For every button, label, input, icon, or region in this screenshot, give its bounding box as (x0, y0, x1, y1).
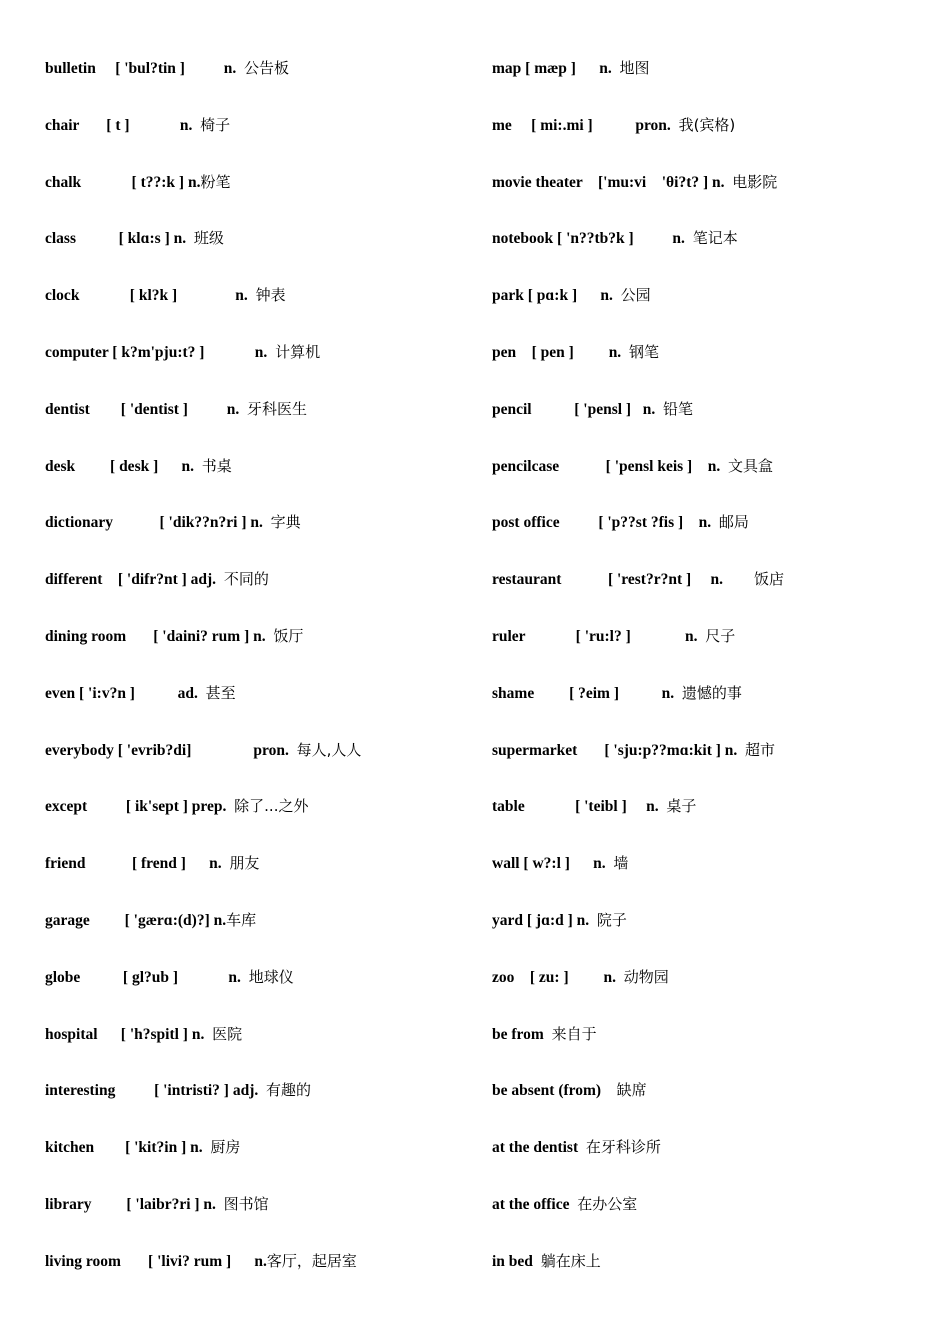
entry-chinese: 在牙科诊所 (585, 1138, 661, 1157)
vocab-entry (492, 284, 932, 341)
entry-chinese: 图书馆 (223, 1194, 269, 1213)
vocab-entry (492, 568, 932, 625)
entry-chinese: 除了...之外 (234, 797, 309, 816)
entry-chinese: 班级 (193, 229, 224, 248)
entry-english: even [ 'i:v?n ] ad. (45, 684, 206, 702)
entry-chinese: 不同的 (223, 570, 269, 589)
entry-english: me [ mi:.mi ] pron. (492, 116, 679, 134)
entry-chinese: 院子 (596, 910, 627, 929)
entry-english: clock [ kl?k ] n. (45, 287, 256, 305)
vocab-entry (45, 1136, 465, 1193)
entry-english: wall [ w?:l ] n. (492, 855, 614, 873)
entry-chinese: 地球仪 (248, 967, 294, 986)
entry-english: map [ mæp ] n. (492, 60, 620, 77)
entry-chinese: 字典 (270, 513, 301, 532)
entry-english: everybody [ 'evrib?di] pron. (45, 741, 297, 759)
vocab-entry (492, 739, 932, 796)
entry-english: yard [ jɑ:d ] n. (492, 911, 597, 929)
entry-english: desk [ desk ] n. (45, 457, 202, 475)
vocab-entry (492, 171, 932, 228)
vocab-entry (45, 568, 465, 625)
vocab-entry (45, 909, 465, 966)
vocab-entry (45, 511, 465, 568)
vocab-entry (45, 114, 465, 171)
entry-english: zoo [ zu: ] n. (492, 968, 624, 986)
vocab-entry (492, 1023, 932, 1080)
vocab-entry (45, 682, 465, 739)
entry-chinese: 书桌 (201, 456, 232, 475)
entry-english: dentist [ 'dentist ] n. (45, 400, 247, 418)
vocab-entry (492, 511, 932, 568)
entry-chinese: 电影院 (732, 172, 778, 191)
entry-english: friend [ frend ] n. (45, 855, 230, 873)
entry-english: globe [ gl?ub ] n. (45, 968, 249, 986)
entry-chinese: 医院 (212, 1024, 243, 1043)
entry-chinese: 来自于 (551, 1024, 597, 1043)
entry-english: kitchen [ 'kit?in ] n. (45, 1139, 211, 1157)
entry-chinese: 有趣的 (266, 1081, 312, 1100)
vocab-entry (45, 171, 465, 228)
entry-english: chair [ t ] n. (45, 116, 201, 134)
entry-english: movie theater ['mu:vi 'θi?t? ] n. (492, 173, 733, 191)
vocab-entry (45, 1250, 465, 1307)
entry-chinese: 桌子 (666, 797, 697, 816)
vocab-entry (492, 455, 932, 512)
vocab-entry (492, 909, 932, 966)
entry-chinese: 椅子 (200, 115, 231, 134)
vocab-entry (492, 795, 932, 852)
entry-english: library [ 'laibr?ri ] n. (45, 1195, 224, 1213)
entry-chinese: 计算机 (275, 342, 321, 361)
entry-english: living room [ 'livi? rum ] n. (45, 1252, 267, 1270)
entry-english: garage [ 'gærɑ:(d)?] n. (45, 911, 227, 929)
entry-english: at the office (492, 1195, 578, 1213)
entry-chinese: 文具盒 (727, 456, 773, 475)
entry-chinese: 邮局 (718, 513, 749, 532)
entry-chinese: 地图 (619, 59, 650, 77)
vocab-entry (45, 341, 465, 398)
entry-english: pencilcase [ 'pensl keis ] n. (492, 457, 728, 475)
left-vocabulary-column (45, 57, 465, 1307)
entry-english: supermarket [ 'sju:p??mɑ:kit ] n. (492, 741, 746, 759)
entry-english: pen [ pen ] n. (492, 343, 629, 361)
entry-chinese: 遗憾的事 (681, 683, 742, 702)
vocab-entry (45, 625, 465, 682)
vocab-entry (492, 1079, 932, 1136)
vocab-entry (45, 57, 465, 114)
vocab-entry (492, 398, 932, 455)
vocab-entry (492, 1136, 932, 1193)
entry-chinese: 每人,人人 (296, 740, 362, 759)
vocab-entry (45, 1023, 465, 1080)
entry-chinese: 钟表 (255, 286, 286, 305)
entry-english: be from (492, 1025, 552, 1043)
entry-english: dictionary [ 'dik??n?ri ] n. (45, 514, 271, 532)
vocab-entry (45, 966, 465, 1023)
entry-english: be absent (from) (492, 1082, 617, 1100)
entry-english: notebook [ 'n??tb?k ] n. (492, 230, 693, 248)
entry-english: shame [ ?eim ] n. (492, 684, 682, 702)
entry-chinese: 尺子 (705, 626, 736, 645)
vocab-entry (492, 114, 932, 171)
entry-chinese: 朋友 (229, 854, 260, 873)
entry-chinese: 超市 (745, 740, 776, 759)
vocab-entry (492, 966, 932, 1023)
entry-english: pencil [ 'pensl ] n. (492, 400, 663, 418)
vocab-entry (492, 625, 932, 682)
entry-chinese: 公告板 (243, 59, 289, 77)
entry-chinese: 饭店 (754, 570, 785, 589)
entry-chinese: 我(宾格) (678, 115, 736, 134)
vocab-entry (492, 1250, 932, 1307)
entry-english: except [ ik'sept ] prep. (45, 798, 235, 816)
vocab-entry (492, 852, 932, 909)
entry-english: dining room [ 'daini? rum ] n. (45, 627, 274, 645)
vocab-entry (45, 455, 465, 512)
entry-chinese: 笔记本 (692, 229, 738, 248)
entry-chinese: 钢笔 (628, 342, 659, 361)
right-vocabulary-column (492, 57, 932, 1307)
entry-chinese: 牙科医生 (246, 399, 307, 418)
vocab-entry (492, 682, 932, 739)
entry-english: park [ pɑ:k ] n. (492, 287, 621, 305)
entry-english: class [ klɑ:s ] n. (45, 230, 194, 248)
entry-chinese: 躺在床上 (540, 1251, 601, 1270)
entry-english: at the dentist (492, 1139, 586, 1157)
entry-english: bulletin [ 'bul?tin ] n. (45, 60, 244, 77)
vocab-entry (492, 1193, 932, 1250)
vocab-entry (45, 1079, 465, 1136)
entry-english: different [ 'difr?nt ] adj. (45, 571, 224, 589)
entry-english: hospital [ 'h?spitl ] n. (45, 1025, 213, 1043)
vocab-entry (45, 398, 465, 455)
vocab-entry (45, 1193, 465, 1250)
entry-english: table [ 'teibl ] n. (492, 798, 667, 816)
entry-english: ruler [ 'ru:l? ] n. (492, 627, 706, 645)
vocab-entry (45, 852, 465, 909)
vocab-entry (45, 284, 465, 341)
entry-english: in bed (492, 1252, 541, 1270)
entry-chinese: 车库 (226, 910, 257, 929)
entry-chinese: 公园 (620, 286, 651, 305)
entry-chinese: 铅笔 (662, 399, 693, 418)
entry-chinese: 甚至 (205, 683, 236, 702)
vocab-entry (45, 739, 465, 796)
entry-english: chalk [ t??:k ] n. (45, 173, 201, 191)
entry-chinese: 动物园 (623, 967, 669, 986)
vocab-entry (45, 227, 465, 284)
entry-chinese: 墙 (613, 854, 629, 873)
entry-chinese: 厨房 (210, 1138, 241, 1157)
entry-chinese: 在办公室 (577, 1194, 638, 1213)
entry-chinese: 饭厅 (273, 626, 304, 645)
entry-english: interesting [ 'intristi? ] adj. (45, 1082, 267, 1100)
entry-chinese: 客厅，起居室 (266, 1251, 357, 1270)
entry-english: restaurant [ 'rest?r?nt ] n. (492, 571, 755, 589)
vocab-entry (492, 57, 932, 114)
entry-english: post office [ 'p??st ?fis ] n. (492, 514, 719, 532)
entry-chinese: 缺席 (616, 1081, 647, 1100)
entry-chinese: 粉笔 (200, 172, 231, 191)
vocab-entry (45, 795, 465, 852)
vocab-entry (492, 227, 932, 284)
vocab-entry (492, 341, 932, 398)
entry-english: computer [ k?m'pju:t? ] n. (45, 343, 276, 361)
